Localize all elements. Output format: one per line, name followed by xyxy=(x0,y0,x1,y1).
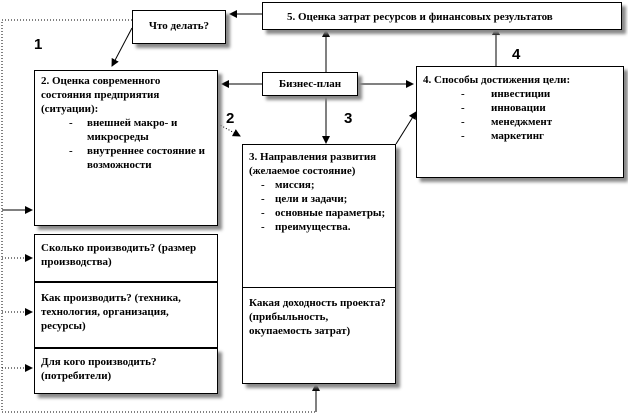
step-number-1: 1 xyxy=(34,36,43,53)
current-state-box xyxy=(34,70,218,226)
directions-title: 3. Направления развития (желаемое состояние) xyxy=(249,151,377,177)
list-item: - миссия; xyxy=(249,178,389,192)
how-text: Как производить? (техника, технология, организация, ресурсы) xyxy=(41,292,181,332)
what-to-do-box xyxy=(132,10,226,44)
list-item: - преимущества. xyxy=(249,220,389,234)
for-whom-box xyxy=(34,348,218,394)
list-item: - маркетинг xyxy=(423,129,623,143)
profitability-text: Какая доходность проекта? (прибыльность, окупаемость затрат) xyxy=(249,297,386,337)
directions-divider xyxy=(243,287,395,288)
evaluation-box xyxy=(262,2,622,30)
ways-box xyxy=(416,66,624,178)
list-item: - инновации xyxy=(423,101,623,115)
evaluation-text: 5. Оценка затрат ресурсов и финансовых результатов xyxy=(287,11,553,23)
list-item: - менеджмент xyxy=(423,115,623,129)
directions-list xyxy=(249,178,389,234)
current-state-title: 2. Оценка современного состояния предприятия (ситуации): xyxy=(41,75,161,115)
how-much-text: Сколько производить? (размер производства) xyxy=(41,242,197,268)
how-box xyxy=(34,282,218,348)
current-state-list xyxy=(41,116,211,172)
what-to-do-text: Что делать? xyxy=(148,20,210,32)
for-whom-text: Для кого производить? (потребители) xyxy=(41,356,157,382)
list-item: - цели и задачи; xyxy=(249,192,389,206)
arrow-what-to-state xyxy=(112,28,132,66)
business-plan-text: Бизнес-план xyxy=(278,78,342,90)
business-plan-box xyxy=(262,72,358,96)
arrow-dir-to-ways xyxy=(396,112,416,144)
ways-title: 4. Способы достижения цели: xyxy=(423,74,571,86)
how-much-box xyxy=(34,234,218,282)
list-item: - инвестиции xyxy=(423,87,623,101)
list-item: - основные параметры; xyxy=(249,206,389,220)
step-number-3: 3 xyxy=(344,110,353,127)
directions-box xyxy=(242,144,396,384)
list-item: - внутреннее состояние и возможности xyxy=(41,144,211,172)
list-item: - внешней макро- и микросреды xyxy=(41,116,211,144)
step-number-4: 4 xyxy=(512,46,521,63)
step-number-2: 2 xyxy=(226,110,235,127)
ways-list xyxy=(423,87,623,143)
directions-top xyxy=(243,145,395,237)
